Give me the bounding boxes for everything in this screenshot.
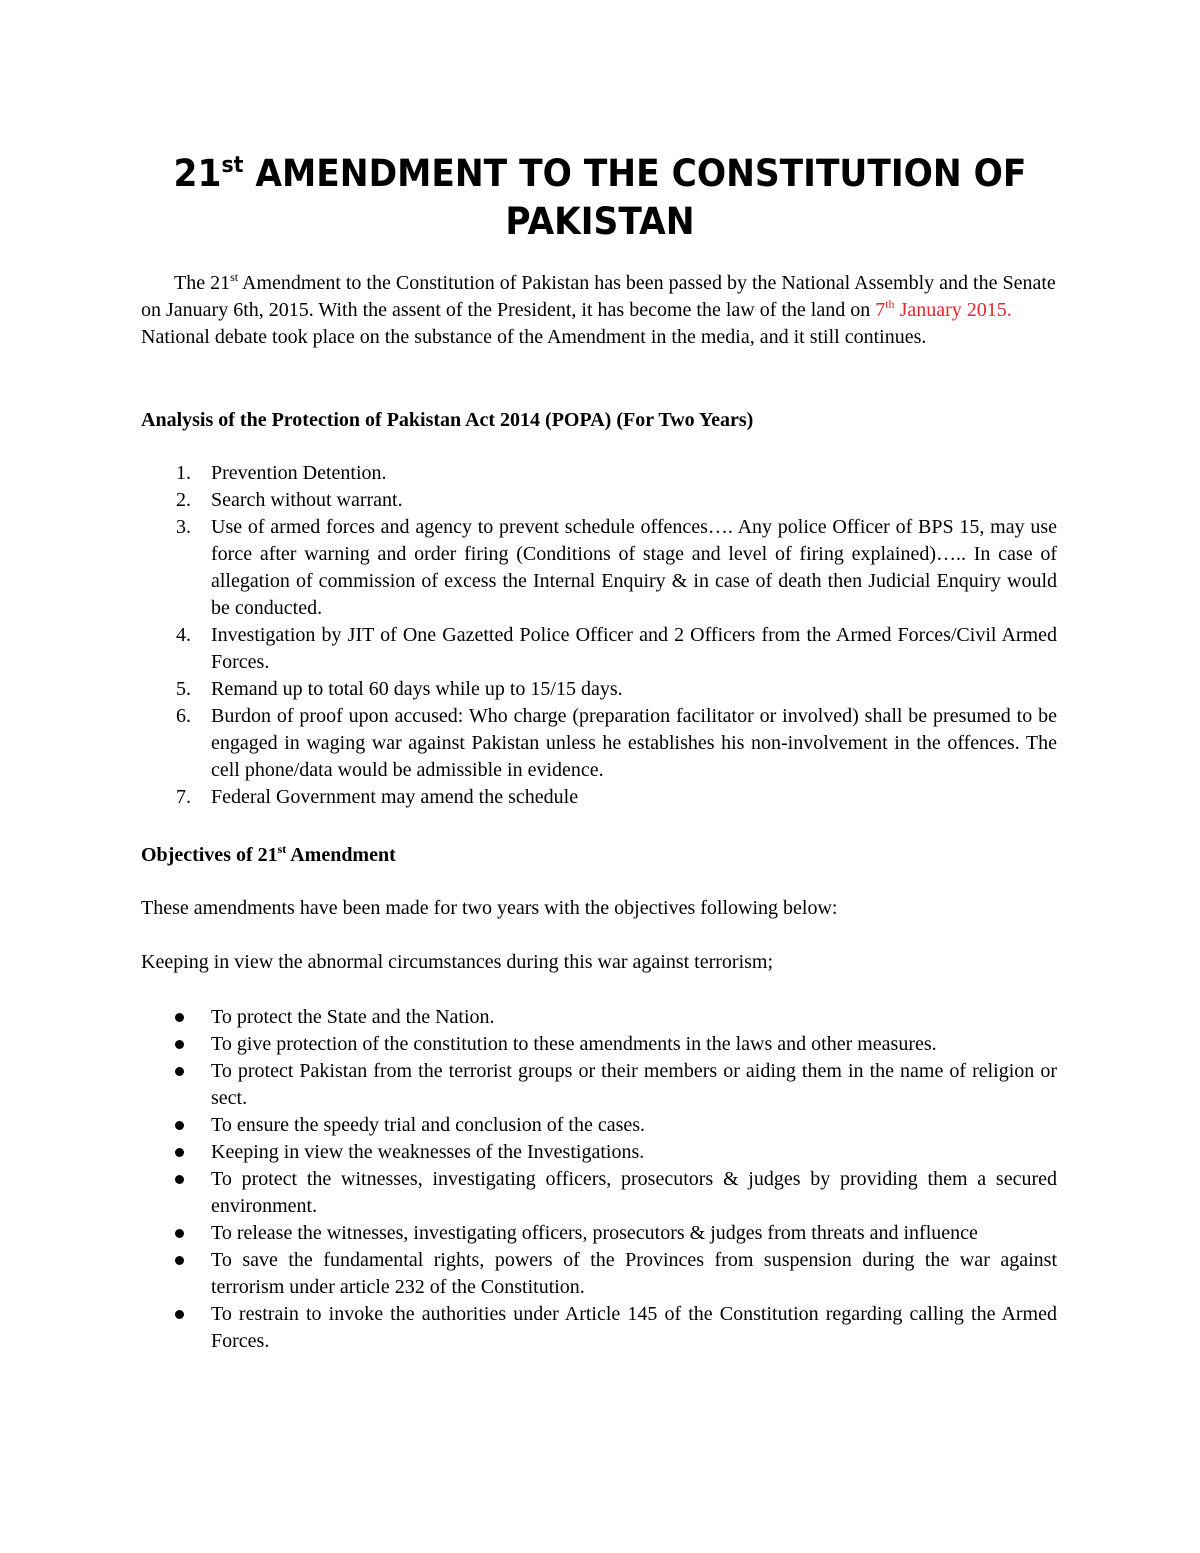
item-number: 1. [176, 462, 191, 484]
item-number: 7. [176, 786, 191, 808]
list-item [141, 487, 1057, 514]
highlighted-date-day: 7 [875, 299, 886, 321]
item-number: 5. [176, 678, 191, 700]
objectives-heading [141, 842, 396, 869]
item-number: 4. [176, 624, 191, 646]
highlighted-date-rest: January 2015. [894, 299, 1012, 321]
bullet-icon [175, 1175, 184, 1184]
bullet-icon [175, 1013, 184, 1022]
title-ordinal-suffix: st [221, 153, 244, 178]
item-text: Use of armed forces and agency to prevent schedule offences…. Any police Officer of BPS 15, may use force after warning and order firing (Conditions of stage and level of firing explained)….. In case of allegation of commission of excess the Internal Enquiry & in case of death then Judicial Enquiry would be conducted. [211, 516, 1057, 619]
list-item [141, 784, 1057, 811]
analysis-list [141, 460, 1057, 811]
list-item [141, 1220, 1057, 1247]
item-text: To save the fundamental rights, powers of the Provinces from suspension during the war against terrorism under article 232 of the Constitution. [211, 1249, 1057, 1298]
list-item [141, 1301, 1057, 1355]
title-number: 21 [173, 152, 222, 195]
item-number: 6. [176, 705, 191, 727]
list-item [141, 1004, 1057, 1031]
item-text: Search without warrant. [211, 489, 403, 511]
list-item [141, 1031, 1057, 1058]
highlighted-date [875, 299, 1012, 321]
list-item [141, 1247, 1057, 1301]
objectives-heading-text: Objectives of 21 [141, 844, 278, 866]
item-text: Prevention Detention. [211, 462, 387, 484]
list-item [141, 514, 1057, 622]
objectives-list [141, 1004, 1057, 1355]
title-line-2: PAKISTAN [505, 200, 695, 243]
intro-ordinal-suffix: st [230, 270, 239, 284]
list-item [141, 622, 1057, 676]
item-text: Burdon of proof upon accused: Who charge (preparation facilitator or involved) shall be presumed to be engaged in waging war against Pakistan unless he establishes his non-involvement in the offences. The cell phone/data would be admissible in evidence. [211, 705, 1057, 781]
bullet-icon [175, 1121, 184, 1130]
intro-text-2: Amendment to the Constitution of Pakistan has been passed by the National Assembly and the Senate on January 6th, 2015. With the assent of the President, it has become the law of the land on [141, 272, 1056, 321]
item-text: To ensure the speedy trial and conclusion of the cases. [211, 1114, 646, 1136]
list-item [141, 460, 1057, 487]
objectives-heading-suffix: st [277, 842, 287, 856]
item-text: To protect the witnesses, investigating officers, prosecutors & judges by providing them a secured environment. [211, 1168, 1057, 1217]
bullet-icon [175, 1229, 184, 1238]
bullet-icon [175, 1148, 184, 1157]
intro-text-1: The 21 [174, 272, 231, 294]
item-text: To give protection of the constitution to these amendments in the laws and other measures. [211, 1033, 937, 1055]
list-item [141, 1166, 1057, 1220]
item-text: To protect Pakistan from the terrorist groups or their members or aiding them in the name of religion or sect. [211, 1060, 1057, 1109]
item-number: 3. [176, 516, 191, 538]
intro-paragraph [141, 270, 1057, 351]
bullet-icon [175, 1040, 184, 1049]
item-text: To restrain to invoke the authorities under Article 145 of the Constitution regarding calling the Armed Forces. [211, 1303, 1057, 1352]
list-item [141, 1139, 1057, 1166]
objectives-intro: These amendments have been made for two years with the objectives following below: [141, 897, 838, 919]
item-text: Keeping in view the weaknesses of the Investigations. [211, 1141, 645, 1163]
item-text: Investigation by JIT of One Gazetted Police Officer and 2 Officers from the Armed Forces/Civil Armed Forces. [211, 624, 1057, 673]
objectives-heading-rest: Amendment [286, 844, 396, 866]
item-text: Remand up to total 60 days while up to 15/15 days. [211, 678, 623, 700]
list-item [141, 1058, 1057, 1112]
title-text: AMENDMENT TO THE CONSTITUTION OF [243, 152, 1027, 195]
analysis-heading: Analysis of the Protection of Pakistan Act 2014 (POPA) (For Two Years) [141, 409, 754, 431]
intro-text-3: National debate took place on the substance of the Amendment in the media, and it still continues. [141, 326, 927, 348]
bullet-icon [175, 1067, 184, 1076]
item-number: 2. [176, 489, 191, 511]
bullet-icon [175, 1310, 184, 1319]
objectives-context: Keeping in view the abnormal circumstances during this war against terrorism; [141, 951, 774, 973]
highlighted-date-suffix: th [885, 297, 895, 311]
bullet-icon [175, 1256, 184, 1265]
page-title [154, 150, 1047, 246]
item-text: To protect the State and the Nation. [211, 1006, 495, 1028]
list-item [141, 676, 1057, 703]
item-text: To release the witnesses, investigating officers, prosecutors & judges from threats and influence [211, 1222, 978, 1244]
list-item [141, 703, 1057, 784]
list-item [141, 1112, 1057, 1139]
item-text: Federal Government may amend the schedule [211, 786, 579, 808]
